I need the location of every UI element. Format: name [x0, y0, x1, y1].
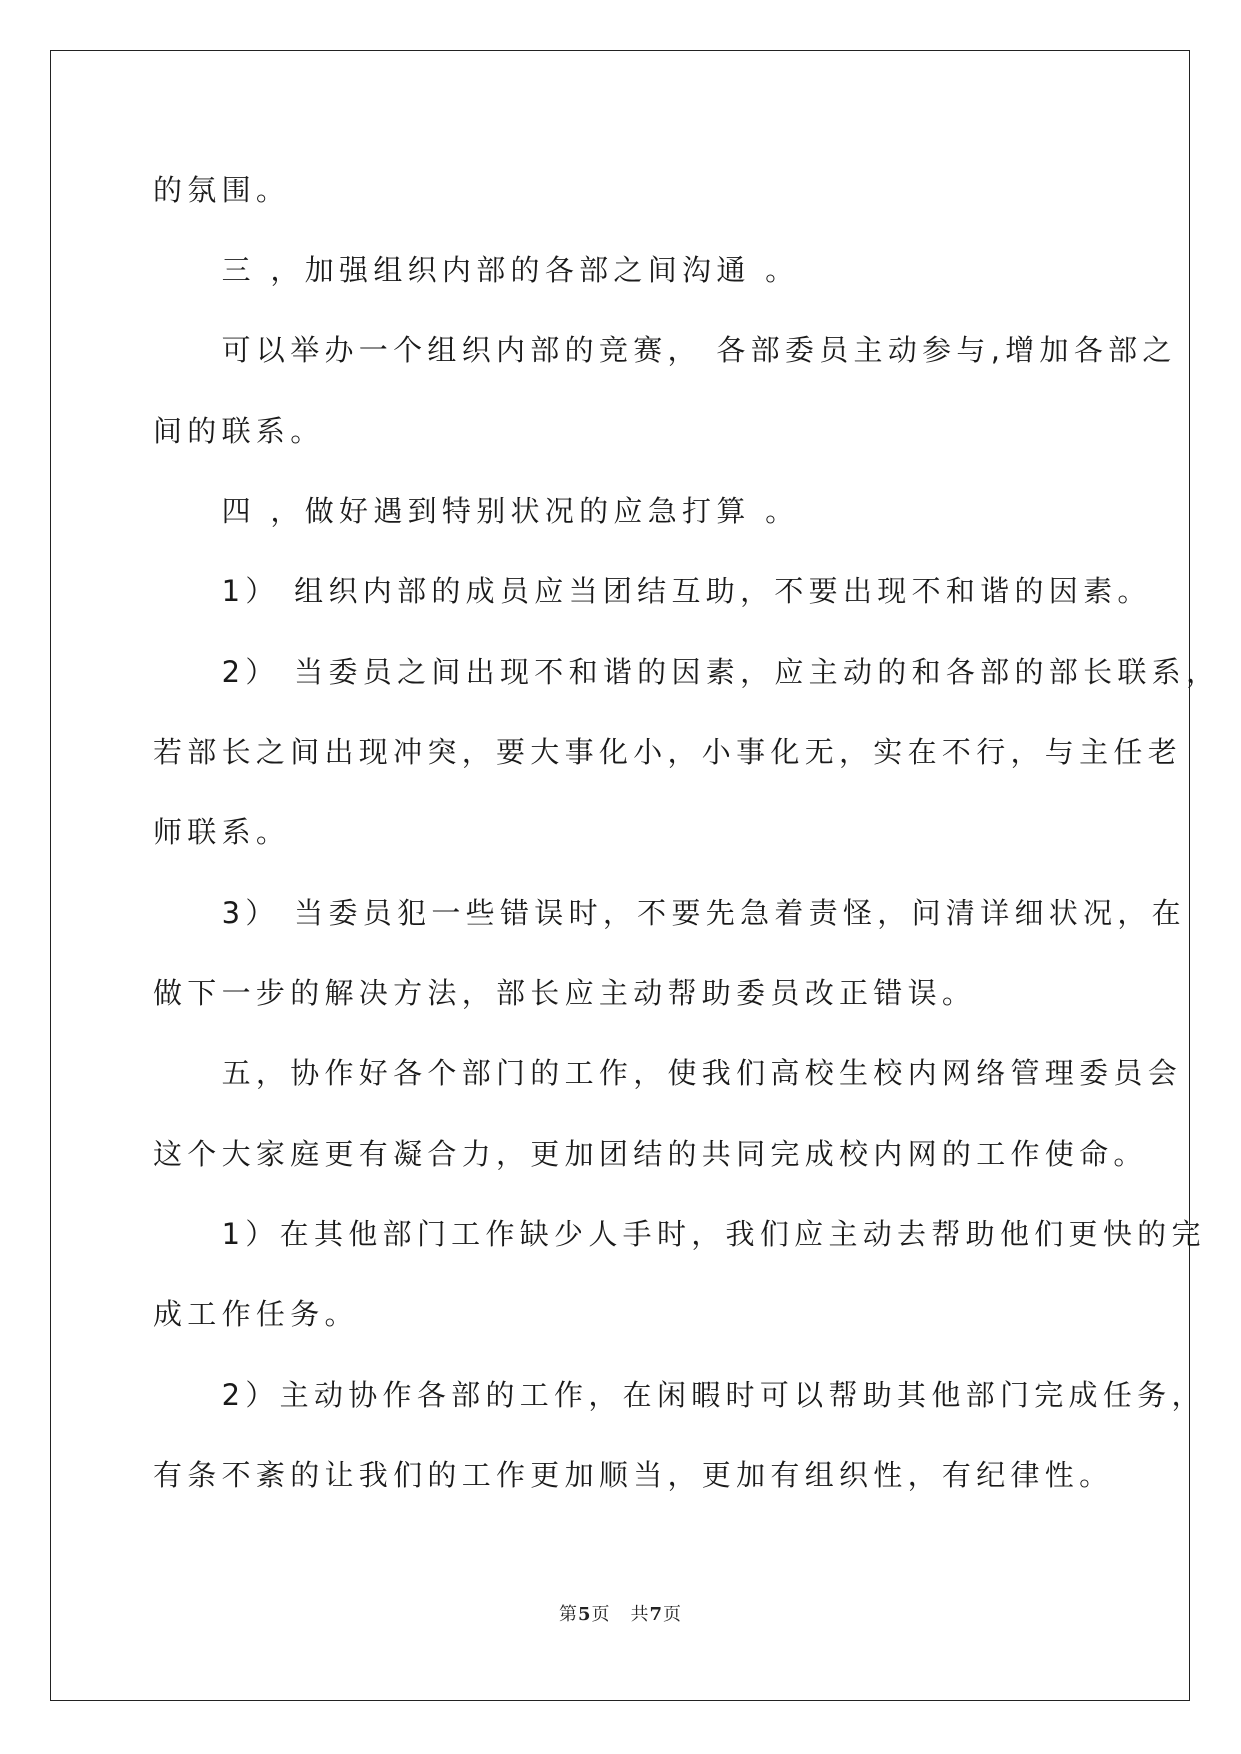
- page-footer: [0, 1600, 1241, 1626]
- text-line: 2） 当委员之间出现不和谐的因素，应主动的和各部的部长联系，: [153, 655, 1221, 689]
- footer-total-prefix: 共: [630, 1604, 650, 1625]
- text-line: 3） 当委员犯一些错误时，不要先急着责怪，问清详细状况，在: [153, 896, 1186, 930]
- text-line: 做下一步的解决方法，部长应主动帮助委员改正错误。: [153, 976, 977, 1010]
- section-heading-3: 三 ，加强组织内部的各部之间沟通 。: [153, 253, 800, 287]
- text-line: 的氛围。: [153, 173, 291, 207]
- text-line: 成工作任务。: [153, 1297, 359, 1331]
- text-line: 1）在其他部门工作缺少人手时，我们应主动去帮助他们更快的完: [153, 1217, 1206, 1251]
- page-border: [50, 50, 1190, 1701]
- text-line: 1） 组织内部的成员应当团结互助，不要出现不和谐的因素。: [153, 574, 1152, 608]
- text-line: 有条不紊的让我们的工作更加顺当，更加有组织性，有纪律性。: [153, 1458, 1114, 1492]
- text-line: 2）主动协作各部的工作，在闲暇时可以帮助其他部门完成任务，: [153, 1378, 1206, 1412]
- section-heading-5: 五，协作好各个部门的工作，使我们高校生校内网络管理委员会: [153, 1056, 1183, 1090]
- footer-prefix: 第: [558, 1604, 578, 1625]
- text-line: 间的联系。: [153, 414, 325, 448]
- text-line: 师联系。: [153, 815, 291, 849]
- footer-page-suffix: 页: [591, 1604, 611, 1625]
- text-line: 可以举办一个组织内部的竞赛， 各部委员主动参与,增加各部之: [153, 333, 1177, 367]
- current-page-number: 5: [577, 1604, 592, 1625]
- total-page-count: 7: [649, 1604, 664, 1625]
- text-line: 若部长之间出现冲突，要大事化小，小事化无，实在不行，与主任老: [153, 735, 1183, 769]
- footer-total-suffix: 页: [663, 1604, 683, 1625]
- section-heading-4: 四 ，做好遇到特别状况的应急打算 。: [153, 494, 800, 528]
- text-line: 这个大家庭更有凝合力，更加团结的共同完成校内网的工作使命。: [153, 1137, 1148, 1171]
